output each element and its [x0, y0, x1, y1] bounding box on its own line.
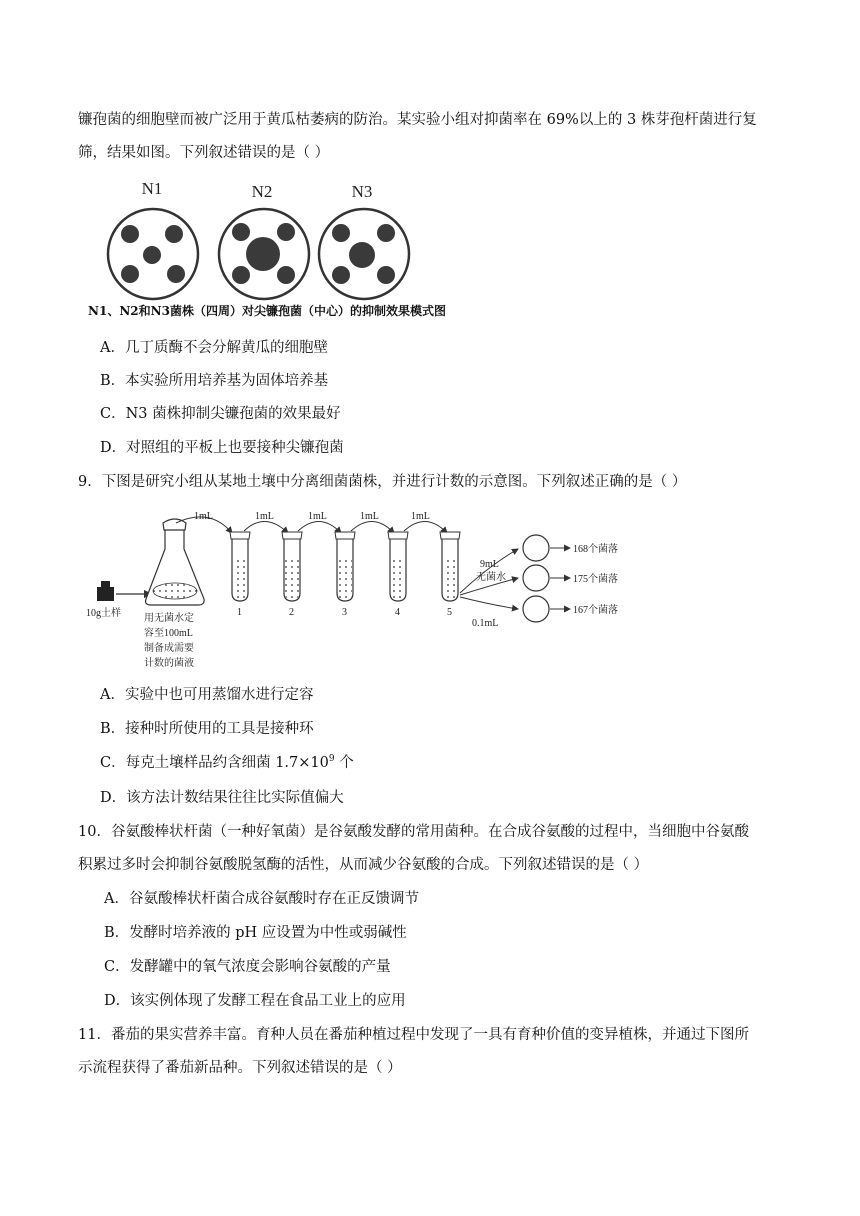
soil-label: 10g土样 — [86, 608, 121, 619]
colony-count-3: 167个菌落 — [573, 605, 618, 616]
q11-stem-line-1: 11．番茄的果实营养丰富。育种人员在番茄种植过程中发现了一具有育种价值的变异植株，并通过下图所 — [78, 1027, 749, 1043]
q8-option-d: D．对照组的平板上也要接种尖镰孢菌 — [100, 440, 344, 456]
dish-label-n3: N3 — [351, 182, 373, 201]
q10-option-b: B．发酵时培养液的 pH 应设置为中性或弱碱性 — [104, 925, 407, 941]
flask — [146, 519, 205, 605]
tube-number-3: 3 — [342, 607, 347, 618]
dish-n1 — [108, 209, 198, 299]
plate-1 — [523, 535, 549, 561]
water-label-9ml: 9mL — [480, 559, 499, 570]
q9-stem: 9．下图是研究小组从某地土壤中分离细菌菌株，并进行计数的示意图。下列叙述正确的是（ ） — [78, 474, 687, 490]
q10-stem-line-2: 积累过多时会抑制谷氨酸脱氢酶的活性，从而减少谷氨酸的合成。下列叙述错误的是（ ） — [78, 857, 649, 873]
tube-number-5: 5 — [447, 607, 452, 618]
tube-3 — [335, 532, 355, 601]
tube-1 — [230, 532, 250, 601]
water-label-sterile: 无菌水 — [476, 572, 506, 583]
transfer-label-1: 1mL — [194, 511, 213, 522]
intro-line-1: 镰孢菌的细胞壁而被广泛用于黄瓜枯萎病的防治。某实验小组对抑菌率在 69%以上的 3 株芽孢杆菌进行复 — [78, 112, 757, 128]
q11-stem-line-2: 示流程获得了番茄新品种。下列叙述错误的是（ ） — [78, 1060, 402, 1076]
tube-5 — [440, 532, 460, 601]
flask-text-4: 计数的菌液 — [144, 658, 194, 669]
intro-line-2: 筛，结果如图。下列叙述错误的是（ ） — [78, 145, 330, 161]
soil-bottle — [97, 581, 114, 601]
dish-n2 — [219, 209, 309, 299]
flask-text-3: 制备成需要 — [144, 643, 194, 654]
dilution-figure — [80, 505, 650, 677]
flask-text-2: 容至100mL — [144, 628, 193, 639]
q10-stem-line-1: 10．谷氨酸棒状杆菌（一种好氧菌）是谷氨酸发酵的常用菌种。在合成谷氨酸的过程中，当细胞中谷氨酸 — [78, 824, 749, 840]
dish-label-n1: N1 — [141, 179, 163, 198]
q9-option-d: D．该方法计数结果往往比实际值偏大 — [100, 790, 344, 806]
transfer-label-4: 1mL — [360, 511, 379, 522]
tube-4 — [388, 532, 408, 601]
petri-dish-figure — [100, 175, 440, 305]
tube-number-2: 2 — [289, 607, 294, 618]
q9-option-a: A．实验中也可用蒸馏水进行定容 — [100, 687, 314, 703]
q9-option-b: B．接种时所使用的工具是接种环 — [100, 721, 314, 737]
transfer-label-5: 1mL — [411, 511, 430, 522]
tube-number-4: 4 — [395, 607, 400, 618]
flask-text-1: 用无菌水定 — [144, 613, 194, 624]
plate-3 — [523, 596, 549, 622]
figure-caption: N1、N2和N3菌株（四周）对尖镰孢菌（中心）的抑制效果模式图 — [88, 304, 446, 318]
q10-option-c: C．发酵罐中的氧气浓度会影响谷氨酸的产量 — [104, 959, 391, 975]
colony-count-1: 168个菌落 — [573, 544, 618, 555]
tube-2 — [282, 532, 302, 601]
q8-option-a: A．几丁质酶不会分解黄瓜的细胞壁 — [100, 340, 328, 356]
transfer-label-3: 1mL — [308, 511, 327, 522]
dish-n3 — [319, 209, 409, 299]
q10-option-a: A．谷氨酸棒状杆菌合成谷氨酸时存在正反馈调节 — [104, 891, 419, 907]
colony-count-2: 175个菌落 — [573, 574, 618, 585]
tube-number-1: 1 — [237, 607, 242, 618]
transfer-label-2: 1mL — [255, 511, 274, 522]
q8-option-b: B．本实验所用培养基为固体培养基 — [100, 373, 329, 389]
q9-option-c: C．每克土壤样品约含细菌 $1.7\times 10^9$ 个 — [100, 754, 354, 771]
q10-option-d: D．该实例体现了发酵工程在食品工业上的应用 — [104, 993, 406, 1009]
plating-volume-label: 0.1mL — [472, 618, 499, 629]
q8-option-c: C．N3 菌株抑制尖镰孢菌的效果最好 — [100, 406, 341, 422]
plate-2 — [523, 565, 549, 591]
dish-label-n2: N2 — [251, 182, 273, 201]
